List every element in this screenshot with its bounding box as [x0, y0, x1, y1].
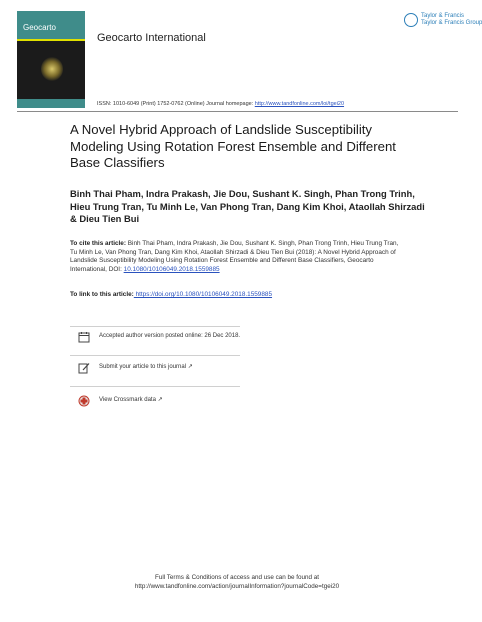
publisher-logo-text: Taylor & Francis Taylor & Francis Group — [421, 13, 482, 26]
external-link-icon: ↗ — [157, 397, 163, 403]
journal-cover — [17, 11, 85, 108]
external-link-icon: ↗ — [187, 364, 193, 370]
edit-icon — [78, 362, 90, 374]
crossmark-icon — [78, 395, 90, 407]
issn-text: ISSN: 1010-6049 (Print) 1752-0762 (Online) Journal homepage: — [97, 101, 255, 107]
footer-terms-link[interactable]: http://www.tandfonline.com/action/journalInformation?journalCode=tgei20 — [134, 582, 340, 590]
divider — [70, 386, 240, 387]
crossmark-link[interactable]: View Crossmark data ↗ — [99, 397, 163, 403]
calendar-icon — [78, 331, 90, 343]
article-doi-link[interactable]: https://doi.org/10.1080/10106049.2018.1559885 — [133, 291, 273, 298]
article-title: A Novel Hybrid Approach of Landslide Susceptibility Modeling Using Rotation Forest Ensemble and Different Base Classifiers — [70, 122, 396, 170]
taylor-francis-logo-icon — [404, 13, 418, 27]
cover-glow — [41, 57, 63, 81]
divider — [70, 355, 240, 356]
citation-text: Binh Thai Pham, Indra Prakash, Jie Dou, Sushant K. Singh, Phan Trong Trinh, Hieu Trung Tran, Tu Minh Le, Van Phong Tran, Dang Kim Khoi, Ataollah Shirzadi & Dieu Tien Bui (2018): A Novel Hybrid Approach of Landslide Susceptibility Modeling Using Rotation Forest Ensemble and Different Base Classifiers, Geocarto International, DOI: — [70, 240, 399, 273]
footer-line-1: Full Terms & Conditions of access and use can be found at — [154, 574, 320, 581]
cover-title: Geocarto — [23, 23, 56, 32]
citation-block — [70, 240, 400, 274]
link-to-article — [70, 291, 272, 298]
journal-name: Geocarto International — [97, 32, 206, 44]
citation-doi-link[interactable]: 10.1080/10106049.2018.1559885 — [123, 265, 220, 273]
submit-article-link[interactable]: Submit your article to this journal ↗ — [99, 364, 193, 370]
divider — [70, 326, 240, 327]
citation-label: To cite this article: — [70, 240, 126, 247]
journal-homepage-link[interactable]: http://www.tandfonline.com/loi/tgei20 — [254, 101, 345, 107]
accepted-version-text: Accepted author version posted online: 26 Dec 2018. — [99, 333, 241, 339]
publisher-logo — [404, 13, 482, 33]
link-label: To link to this article: — [70, 291, 134, 298]
issn-line — [97, 101, 344, 107]
header-divider — [17, 111, 458, 112]
article-authors: Binh Thai Pham, Indra Prakash, Jie Dou, Sushant K. Singh, Phan Trong Trinh, Hieu Trung Tran, Tu Minh Le, Van Phong Tran, Dang Kim Khoi, Ataollah Shirzadi & Dieu Tien Bui — [70, 188, 425, 224]
footer-terms — [0, 574, 474, 591]
